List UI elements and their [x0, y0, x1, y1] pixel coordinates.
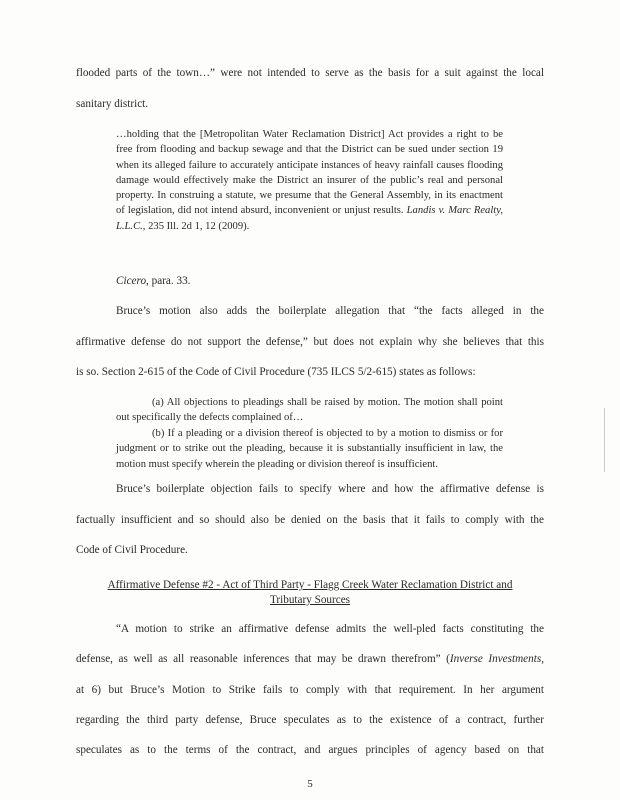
- paragraph-line: at 6) but Bruce’s Motion to Strike fails to comply with that requirement. In her argument: [76, 684, 544, 696]
- paragraph-line: factually insufficient and so should also be denied on the basis that it fails to comply with the: [76, 514, 544, 526]
- citation-tail: , 235 Ill. 2d 1, 12 (2009).: [142, 220, 250, 232]
- case-citation: Inverse Investments: [449, 653, 542, 665]
- citation-rest: , para. 33.: [146, 275, 191, 287]
- paragraph-line: Bruce’s motion also adds the boilerplate allegation that “the facts alleged in the: [116, 305, 544, 317]
- statute-quote-a: (a) All objections to pleadings shall be raised by motion. The motion shall point out specifically the defects complained of…: [116, 397, 503, 424]
- citation-line: [116, 275, 190, 287]
- text-segment: ,: [541, 653, 544, 665]
- section-heading: [90, 578, 530, 608]
- paragraph-line: “A motion to strike an affirmative defense admits the well-pled facts constituting the: [116, 623, 544, 635]
- paragraph-line: is so. Section 2-615 of the Code of Civil Procedure (735 ILCS 5/2-615) states as follows:: [76, 366, 476, 378]
- paragraph-line: affirmative defense do not support the defense,” but does not explain why she believes that this: [76, 336, 544, 348]
- paragraph-line: sanitary district.: [76, 98, 149, 110]
- paragraph-line: Bruce’s boilerplate objection fails to specify where and how the affirmative defense is: [116, 483, 544, 495]
- block-quote-text: …holding that the [Metropolitan Water Reclamation District] Act provides a right to be free from flooding and backup sewage and that the District can be sued under section 19 when its alleged failure to accurately anticipate instances of heavy rainfall causes flooding damage would effectively make the District an insurer of the public’s real and personal property. In construing a statute, we presume that the General Assembly, in its enactment of legislation, did not intend absurd, inconvenient or unjust results.: [116, 129, 503, 217]
- statute-quote-b: (b) If a pleading or a division thereof is objected to by a motion to dismiss or for judgment or to strike out the pleading, because it is substantially insufficient in law, the motion must specify wherein the pleading or division thereof is insufficient.: [116, 428, 503, 470]
- paragraph-line: speculates as to the terms of the contract, and argues principles of agency based on that: [76, 744, 544, 756]
- paragraph-line: regarding the third party defense, Bruce speculates as to the existence of a contract, further: [76, 714, 544, 726]
- paragraph-line: Code of Civil Procedure.: [76, 544, 188, 556]
- paragraph-line: flooded parts of the town…” were not intended to serve as the basis for a suit against the local: [76, 67, 544, 79]
- text-segment: defense, as well as all reasonable inferences that may be drawn therefrom” (: [76, 653, 450, 665]
- case-citation: Landis v. Marc Realty, L.L.C.: [116, 205, 503, 232]
- section-heading-line: Affirmative Defense #2 - Act of Third Party - Flagg Creek Water Reclamation District and: [107, 579, 513, 591]
- citation-case: Cicero: [116, 275, 147, 287]
- page-number: 5: [307, 778, 313, 790]
- paragraph-line: [76, 653, 544, 665]
- block-quote-1: [116, 127, 503, 234]
- section-heading-line: Tributary Sources: [269, 594, 351, 606]
- scan-margin-mark: [604, 408, 605, 472]
